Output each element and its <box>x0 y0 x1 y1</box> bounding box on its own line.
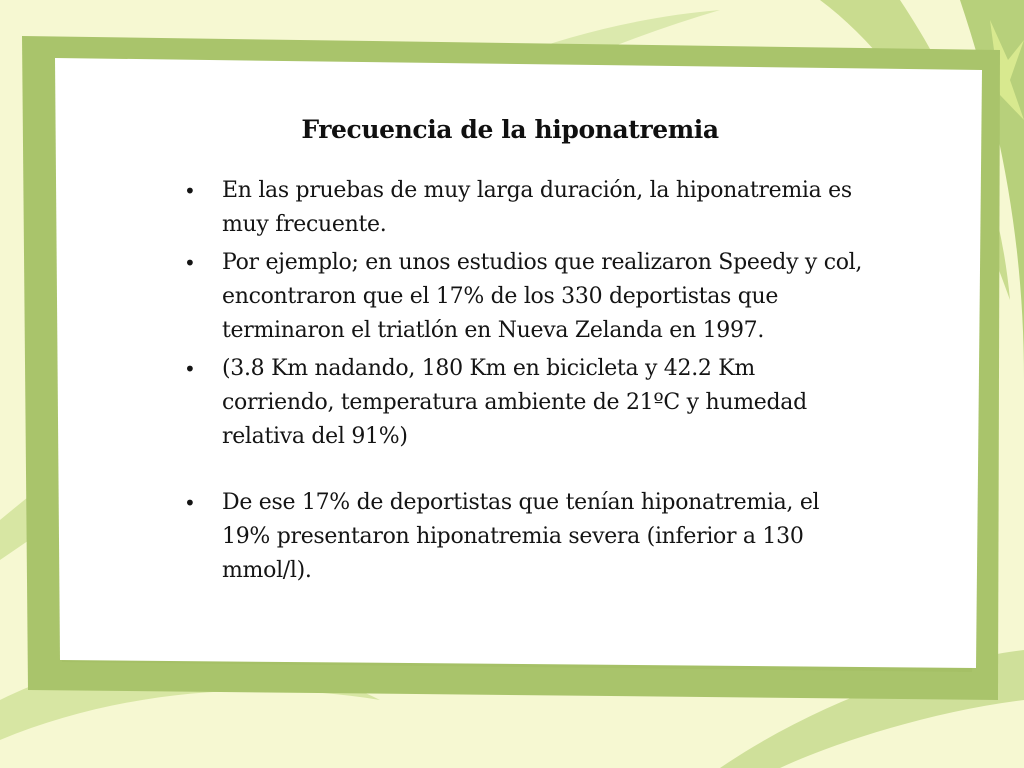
slide-title: Frecuencia de la hiponatremia <box>301 115 719 144</box>
bullet-dot: • <box>184 179 196 203</box>
bullet-dot: • <box>184 357 196 381</box>
bullet-item <box>150 246 870 348</box>
bullet-list <box>150 174 870 588</box>
bullet-item <box>150 174 870 242</box>
bullet-dot: • <box>184 491 196 515</box>
bullet-text: De ese 17% de deportistas que tenían hiponatremia, el 19% presentaron hiponatremia severa (inferior a 130 mmol/l). <box>222 490 820 583</box>
bullet-item <box>150 486 870 588</box>
bullet-text: Por ejemplo; en unos estudios que realizaron Speedy y col, encontraron que el 17% de los 330 deportistas que terminaron el triatlón en Nueva Zelanda en 1997. <box>222 250 863 343</box>
bullet-text: (3.8 Km nadando, 180 Km en bicicleta y 42.2 Km corriendo, temperatura ambiente de 21ºC y humedad relativa del 91%) <box>222 356 807 449</box>
bullet-dot: • <box>184 251 196 275</box>
slide-content <box>150 100 870 660</box>
bullet-text: En las pruebas de muy larga duración, la hiponatremia es muy frecuente. <box>222 178 852 237</box>
bullet-item <box>150 352 870 454</box>
